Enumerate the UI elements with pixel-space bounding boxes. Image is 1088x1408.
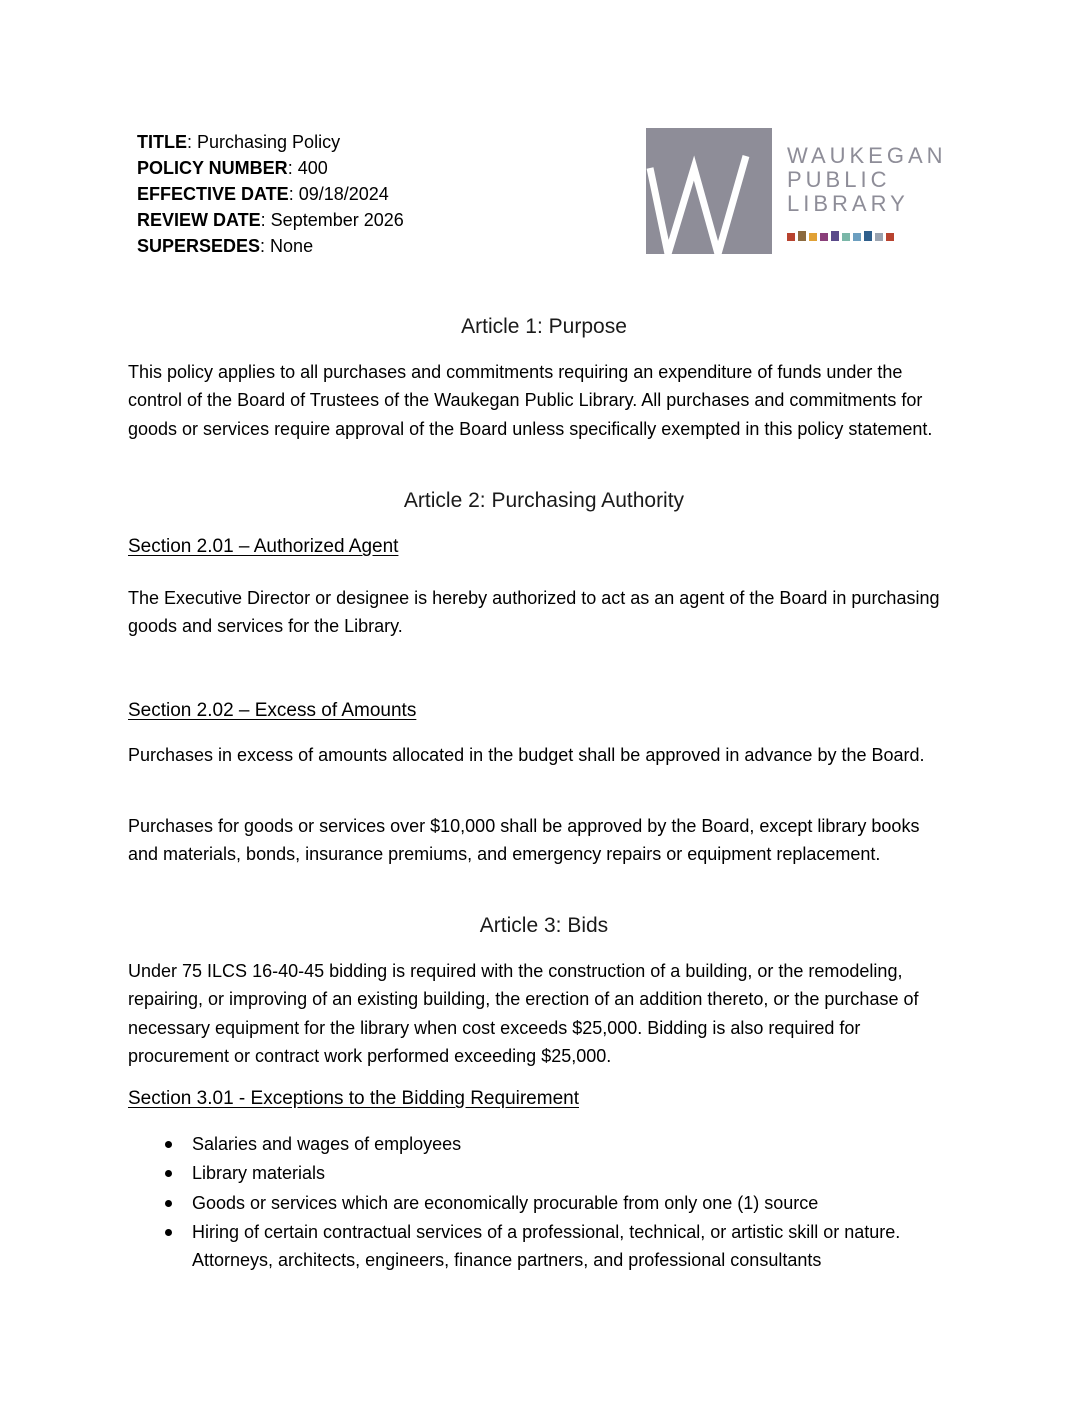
article-2-title: Article 2: Purchasing Authority xyxy=(403,489,685,512)
logo-square xyxy=(842,233,850,241)
bullet-icon xyxy=(165,1229,172,1236)
section-2-01-title: Section 2.01 – Authorized Agent xyxy=(128,536,399,557)
w-letter-icon xyxy=(646,128,772,254)
logo-square xyxy=(864,231,872,241)
section-2-02-body-2: Purchases for goods or services over $10,000 shall be approved by the Board, except library books and materials, bonds, insurance premiums, and emergency repairs or equipment replacement. xyxy=(128,816,920,865)
article-1-title: Article 1: Purpose xyxy=(461,315,627,338)
library-logo xyxy=(646,128,956,258)
supersedes-line: SUPERSEDES: None xyxy=(137,236,314,256)
section-2-02-title: Section 2.02 – Excess of Amounts xyxy=(128,700,417,721)
logo-square xyxy=(820,233,828,241)
bullet-icon xyxy=(165,1170,172,1177)
article-1-body: This policy applies to all purchases and commitments requiring an expenditure of funds under the control of the Board of Trustees of the Waukegan Public Library. All purchases and commitments for goods or services require approval of the Board unless specifically exempted in this policy statement. xyxy=(128,362,933,439)
article-3-body: Under 75 ILCS 16-40-45 bidding is required with the construction of a building, or the remodeling, repairing, or improving of an existing building, the erection of an addition thereto, or the purchase of necessary equipment for the library when cost exceeds $25,000. Bidding is also required for procurement or contract work performed exceeding $25,000. xyxy=(128,961,919,1066)
policy-metadata xyxy=(137,129,404,259)
review-date-line: REVIEW DATE: September 2026 xyxy=(137,210,404,230)
bullet-icon xyxy=(165,1200,172,1207)
section-2-02-body-1: Purchases in excess of amounts allocated in the budget shall be approved in advance by the Board. xyxy=(128,745,925,765)
list-item: Library materials xyxy=(165,1159,955,1187)
logo-wordmark: WAUKEGAN PUBLIC LIBRARY xyxy=(787,143,947,216)
list-item: Hiring of certain contractual services of a professional, technical, or artistic skill or nature. Attorneys, architects, engineers, finance partners, and professional consultants xyxy=(165,1218,955,1275)
logo-color-squares xyxy=(787,231,894,241)
logo-square xyxy=(853,233,861,241)
logo-square xyxy=(831,231,839,241)
logo-square xyxy=(798,231,806,241)
section-3-01-title: Section 3.01 - Exceptions to the Bidding Requirement xyxy=(128,1088,579,1109)
list-item: Goods or services which are economically procurable from only one (1) source xyxy=(165,1189,955,1217)
logo-w-mark xyxy=(646,128,772,254)
logo-square xyxy=(787,233,795,241)
logo-square xyxy=(875,233,883,241)
effective-date-line: EFFECTIVE DATE: 09/18/2024 xyxy=(137,184,389,204)
logo-square xyxy=(809,233,817,241)
title-line: TITLE: Purchasing Policy xyxy=(137,132,341,152)
logo-square xyxy=(886,233,894,241)
list-item: Salaries and wages of employees xyxy=(165,1130,955,1158)
policy-number-line: POLICY NUMBER: 400 xyxy=(137,158,328,178)
exceptions-list xyxy=(165,1130,955,1275)
bullet-icon xyxy=(165,1141,172,1148)
section-2-01-body: The Executive Director or designee is hereby authorized to act as an agent of the Board in purchasing goods and services for the Library. xyxy=(128,588,940,637)
article-3-title: Article 3: Bids xyxy=(479,914,609,937)
